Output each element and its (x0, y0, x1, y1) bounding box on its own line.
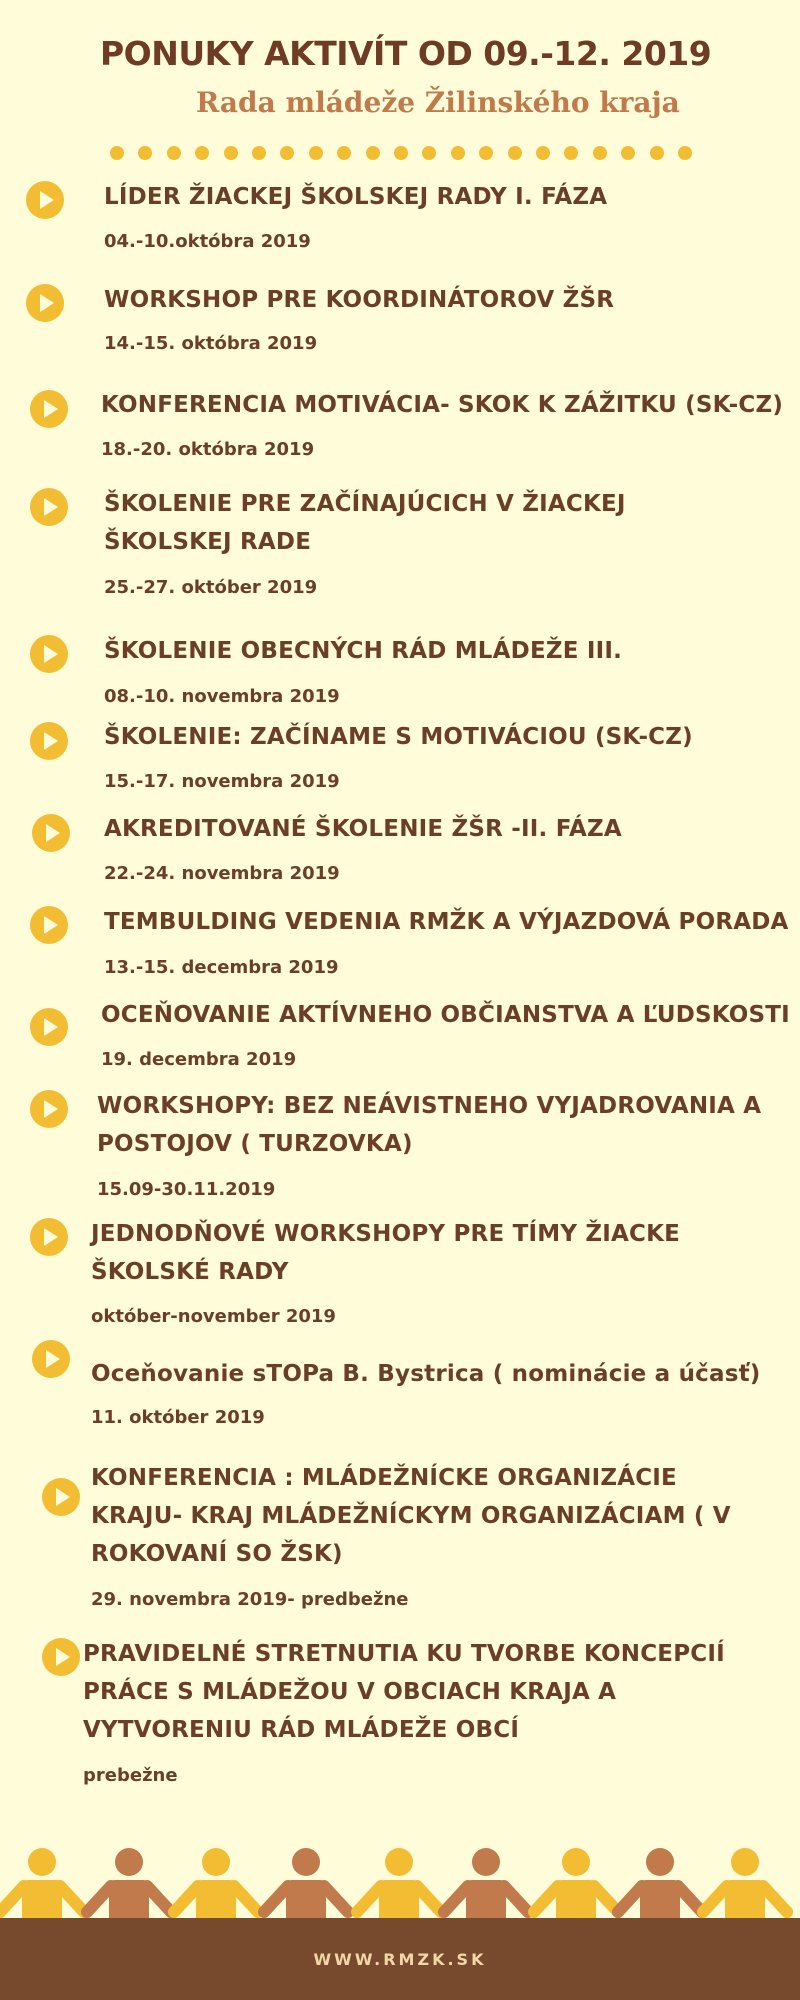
activity-date: 11. október 2019 (91, 1407, 265, 1428)
play-icon (32, 814, 70, 852)
activity-date: prebežne (83, 1765, 178, 1786)
divider-dot (678, 146, 692, 160)
activity-date: 25.-27. október 2019 (104, 577, 318, 598)
divider-dot (138, 146, 152, 160)
divider-dot (536, 146, 550, 160)
activity-title: ŠKOLENIE: ZAČÍNAME S MOTIVÁCIOU (SK-CZ) (104, 724, 693, 750)
play-icon (32, 1340, 70, 1378)
activity-title: WORKSHOP PRE KOORDINÁTOROV ŽŠR (104, 287, 615, 313)
activity-title: WORKSHOPY: BEZ NEÁVISTNEHO VYJADROVANIA A POSTOJOV ( TURZOVKA) (97, 1093, 762, 1157)
activity-title: PRAVIDELNÉ STRETNUTIA KU TVORBE KONCEPCIÍ PRÁCE S MLÁDEŽOU V OBCIACH KRAJA A VYTVORENIU RÁD MLÁDEŽE OBCÍ (83, 1641, 725, 1743)
play-icon (26, 181, 64, 219)
activity-date: 15.09-30.11.2019 (97, 1179, 276, 1200)
activity-title: KONFERENCIA : MLÁDEŽNÍCKE ORGANIZÁCIE KRAJU- KRAJ MLÁDEŽNÍCKYM ORGANIZÁCIAM ( V ROKOVANÍ SO ŽSK) (91, 1465, 731, 1567)
dot-divider (110, 146, 700, 162)
divider-dot (337, 146, 351, 160)
play-icon (30, 1090, 68, 1128)
activity-title: ŠKOLENIE OBECNÝCH RÁD MLÁDEŽE III. (104, 638, 623, 664)
activity-title: OCEŇOVANIE AKTÍVNEHO OBČIANSTVA A ĽUDSKOSTI (101, 1002, 790, 1028)
activity-title: JEDNODŇOVÉ WORKSHOPY PRE TÍMY ŽIACKE ŠKOLSKÉ RADY (91, 1221, 681, 1285)
activity-title: TEMBULDING VEDENIA RMŽK A VÝJAZDOVÁ PORADA (104, 909, 789, 935)
page-subtitle: Rada mládeže Žilinského kraja (196, 86, 680, 119)
play-icon (30, 488, 68, 526)
activity-title: Oceňovanie sTOPa B. Bystrica ( nominácie a účasť) (91, 1361, 761, 1387)
activity-title: AKREDITOVANÉ ŠKOLENIE ŽŠR -II. FÁZA (104, 816, 622, 842)
activity-date: 18.-20. októbra 2019 (101, 439, 315, 460)
divider-dot (650, 146, 664, 160)
activity-date: 22.-24. novembra 2019 (104, 863, 340, 884)
play-icon (30, 390, 68, 428)
divider-dot (479, 146, 493, 160)
activity-title: ŠKOLENIE PRE ZAČÍNAJÚCICH V ŽIACKEJ ŠKOLSKEJ RADE (104, 491, 626, 555)
divider-dot (195, 146, 209, 160)
activity-date: 15.-17. novembra 2019 (104, 771, 340, 792)
divider-dot (451, 146, 465, 160)
activity-date: október-november 2019 (91, 1306, 336, 1327)
play-icon (30, 906, 68, 944)
play-icon (30, 1218, 68, 1256)
play-icon (30, 635, 68, 673)
play-icon (42, 1478, 80, 1516)
divider-dot (110, 146, 124, 160)
play-icon (26, 284, 64, 322)
divider-dot (621, 146, 635, 160)
activity-date: 14.-15. októbra 2019 (104, 333, 318, 354)
website-link[interactable]: WWW.RMZK.SK (313, 1950, 487, 1969)
play-icon (42, 1638, 80, 1676)
play-icon (30, 1008, 68, 1046)
divider-dot (224, 146, 238, 160)
play-icon (30, 722, 68, 760)
page-title: PONUKY AKTIVÍT OD 09.-12. 2019 (100, 34, 712, 73)
activity-title: LÍDER ŽIACKEJ ŠKOLSKEJ RADY I. FÁZA (104, 184, 608, 210)
divider-dot (280, 146, 294, 160)
divider-dot (167, 146, 181, 160)
divider-dot (593, 146, 607, 160)
divider-dot (422, 146, 436, 160)
activity-title: KONFERENCIA MOTIVÁCIA- SKOK K ZÁŽITKU (SK-CZ) (101, 392, 784, 418)
divider-dot (252, 146, 266, 160)
divider-dot (508, 146, 522, 160)
divider-dot (366, 146, 380, 160)
divider-dot (309, 146, 323, 160)
activity-date: 13.-15. decembra 2019 (104, 957, 339, 978)
divider-dot (394, 146, 408, 160)
activity-date: 29. novembra 2019- predbežne (91, 1589, 409, 1610)
activity-date: 04.-10.októbra 2019 (104, 231, 311, 252)
divider-dot (564, 146, 578, 160)
activity-date: 19. decembra 2019 (101, 1049, 297, 1070)
activity-date: 08.-10. novembra 2019 (104, 686, 340, 707)
